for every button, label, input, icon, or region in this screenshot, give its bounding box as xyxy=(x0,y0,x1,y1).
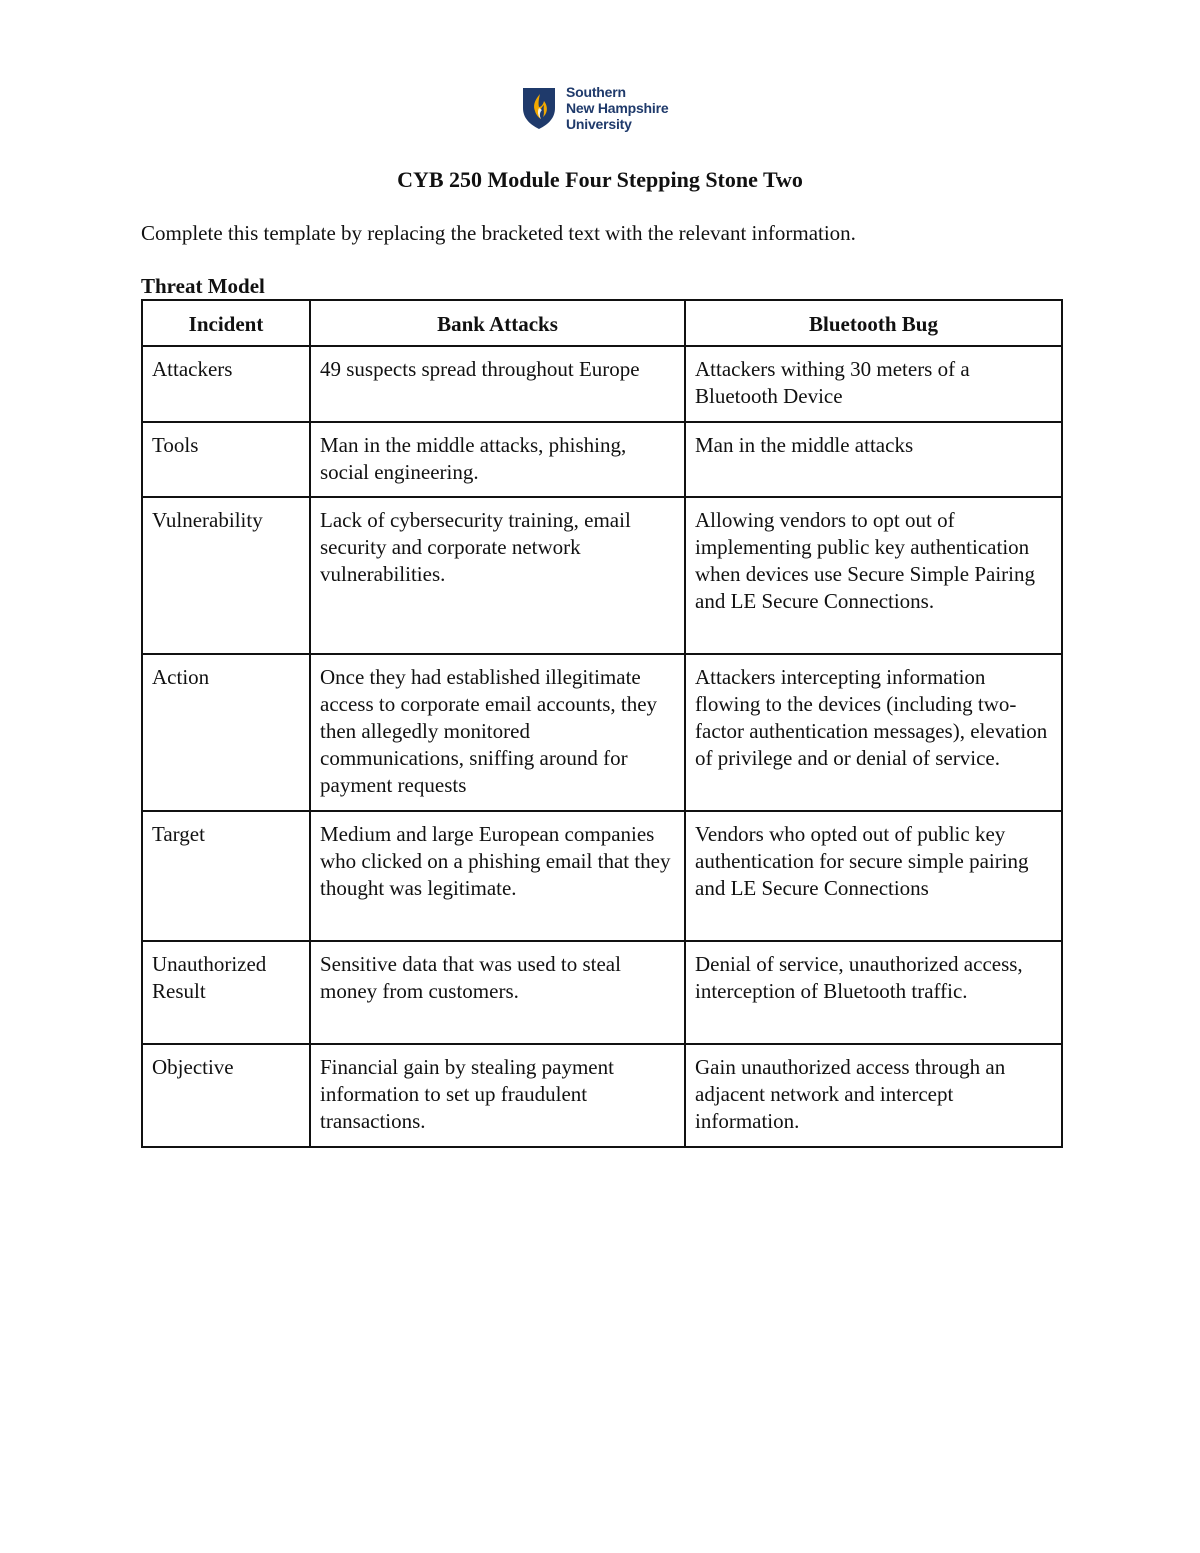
table-row xyxy=(142,941,1062,1044)
bank-cell: Sensitive data that was used to steal money from customers. xyxy=(310,941,685,1044)
bluetooth-cell: Man in the middle attacks xyxy=(685,422,1062,497)
table-header-row xyxy=(142,300,1062,346)
university-name xyxy=(566,84,668,132)
flame-shield-icon xyxy=(521,86,557,130)
logo-line-2: New Hampshire xyxy=(566,100,669,116)
bank-cell: Man in the middle attacks, phishing, social engineering. xyxy=(310,422,685,497)
table-row xyxy=(142,811,1062,941)
bluetooth-cell: Attackers intercepting information flowing to the devices (including two-factor authentication messages), elevation of privilege and or denial of service. xyxy=(685,654,1062,811)
row-label: Target xyxy=(142,811,310,941)
row-label: Action xyxy=(142,654,310,811)
row-label: Unauthorized Result xyxy=(142,941,310,1044)
bank-cell: Lack of cybersecurity training, email security and corporate network vulnerabilities. xyxy=(310,497,685,654)
row-label: Tools xyxy=(142,422,310,497)
document-title: CYB 250 Module Four Stepping Stone Two xyxy=(397,167,803,192)
table-row xyxy=(142,1044,1062,1147)
table-row xyxy=(142,654,1062,811)
header-bank-attacks: Bank Attacks xyxy=(310,300,685,346)
table-row xyxy=(142,497,1062,654)
logo-line-1: Southern xyxy=(566,84,626,100)
bank-cell: 49 suspects spread throughout Europe xyxy=(310,346,685,422)
threat-model-table xyxy=(141,299,1063,1148)
header-incident: Incident xyxy=(142,300,310,346)
university-logo xyxy=(521,84,691,134)
bank-cell: Once they had established illegitimate access to corporate email accounts, they then allegedly monitored communications, sniffing around for payment requests xyxy=(310,654,685,811)
bluetooth-cell: Vendors who opted out of public key authentication for secure simple pairing and LE Secure Connections xyxy=(685,811,1062,941)
row-label: Attackers xyxy=(142,346,310,422)
bluetooth-cell: Attackers withing 30 meters of a Bluetooth Device xyxy=(685,346,1062,422)
row-label: Objective xyxy=(142,1044,310,1147)
bank-cell: Financial gain by stealing payment information to set up fraudulent transactions. xyxy=(310,1044,685,1147)
logo-line-3: University xyxy=(566,116,632,132)
instructions-text: Complete this template by replacing the bracketed text with the relevant information. xyxy=(141,221,856,245)
bluetooth-cell: Allowing vendors to opt out of implementing public key authentication when devices use Secure Simple Pairing and LE Secure Connections. xyxy=(685,497,1062,654)
bluetooth-cell: Gain unauthorized access through an adjacent network and intercept information. xyxy=(685,1044,1062,1147)
table-row xyxy=(142,346,1062,422)
section-heading: Threat Model xyxy=(141,274,265,298)
bank-cell: Medium and large European companies who clicked on a phishing email that they thought was legitimate. xyxy=(310,811,685,941)
bluetooth-cell: Denial of service, unauthorized access, interception of Bluetooth traffic. xyxy=(685,941,1062,1044)
row-label: Vulnerability xyxy=(142,497,310,654)
table-row xyxy=(142,422,1062,497)
header-bluetooth-bug: Bluetooth Bug xyxy=(685,300,1062,346)
